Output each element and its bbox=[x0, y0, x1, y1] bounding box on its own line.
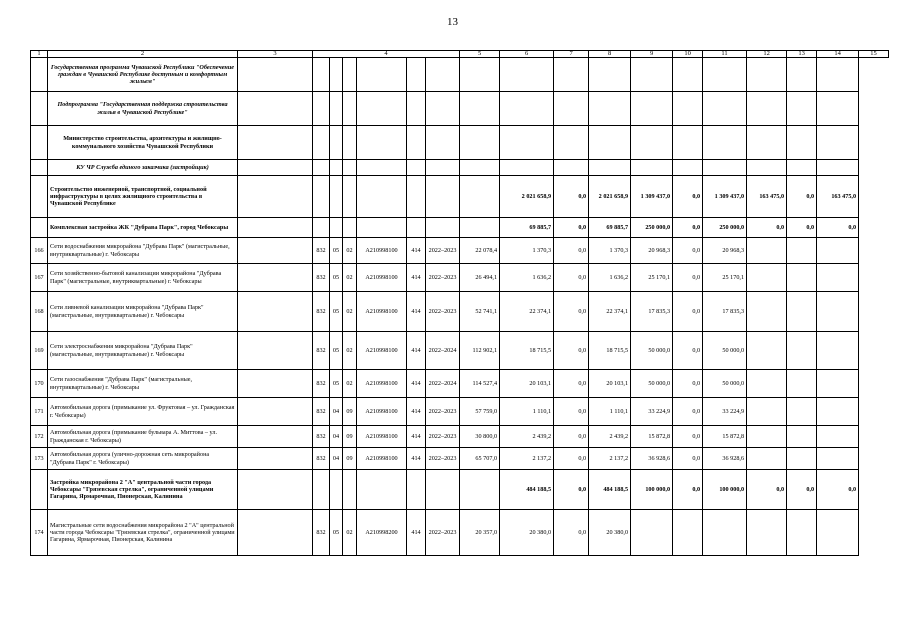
cell: A210998100 bbox=[357, 292, 407, 332]
cell: A210998100 bbox=[357, 238, 407, 264]
row-number: 173 bbox=[31, 448, 48, 470]
cell: 25 170,1 bbox=[703, 264, 747, 292]
cell: 0,0 bbox=[817, 470, 859, 510]
section-row bbox=[31, 92, 889, 126]
cell: 50 000,0 bbox=[703, 370, 747, 398]
cell: 02 bbox=[343, 292, 357, 332]
cell: 414 bbox=[407, 238, 426, 264]
cell: 0,0 bbox=[787, 176, 817, 218]
section-title: Комплексная застройка ЖК "Дубрава Парк", город Чебоксары bbox=[48, 218, 238, 238]
cell: 0,0 bbox=[747, 218, 787, 238]
table-row bbox=[31, 398, 889, 426]
cell: 04 bbox=[330, 398, 343, 426]
cell: 17 835,3 bbox=[703, 292, 747, 332]
cell: 65 707,0 bbox=[460, 448, 500, 470]
cell: 05 bbox=[330, 332, 343, 370]
cell: 0,0 bbox=[554, 398, 589, 426]
section-row bbox=[31, 58, 889, 92]
object-name: Сети газоснабжения "Дубрава Парк" (магистральные, внутриквартальные) г. Чебоксары bbox=[48, 370, 238, 398]
cell: 1 309 437,0 bbox=[631, 176, 673, 218]
cell: 100 000,0 bbox=[631, 470, 673, 510]
cell: 0,0 bbox=[554, 448, 589, 470]
cell: 2 439,2 bbox=[500, 426, 554, 448]
cell: 33 224,9 bbox=[703, 398, 747, 426]
table-row bbox=[31, 332, 889, 370]
cell: 0,0 bbox=[554, 470, 589, 510]
subprogram-title: Подпрограмма "Государственная поддержка строительства жилья в Чувашской Республике" bbox=[48, 92, 238, 126]
cell: 0,0 bbox=[673, 398, 703, 426]
object-name: Магистральные сети водоснабжения микрорайона 2 "А" центральной части города Чебоксары "Грязевская стрелка", ограниченной улицами Гагарина, Ярмарочная, Пионерская, Калинина bbox=[48, 510, 238, 556]
cell: 2022–2023 bbox=[426, 238, 460, 264]
cell: A210998100 bbox=[357, 332, 407, 370]
cell: 1 110,1 bbox=[500, 398, 554, 426]
col-header: 9 bbox=[631, 51, 673, 58]
section-row bbox=[31, 218, 889, 238]
cell: 36 928,6 bbox=[631, 448, 673, 470]
cell: 2022–2023 bbox=[426, 510, 460, 556]
col-header: 1 bbox=[31, 51, 48, 58]
cell: 112 902,1 bbox=[460, 332, 500, 370]
cell: 0,0 bbox=[554, 264, 589, 292]
cell: 250 000,0 bbox=[631, 218, 673, 238]
cell: 832 bbox=[313, 370, 330, 398]
cell: 25 170,1 bbox=[631, 264, 673, 292]
cell: 09 bbox=[343, 398, 357, 426]
cell: 02 bbox=[343, 332, 357, 370]
cell: 2022–2023 bbox=[426, 426, 460, 448]
cell: 832 bbox=[313, 448, 330, 470]
object-name: Автомобильная дорога (улично-дорожная сеть микрорайона "Дубрава Парк" г. Чебоксары) bbox=[48, 448, 238, 470]
cell: 414 bbox=[407, 398, 426, 426]
cell: 22 374,1 bbox=[500, 292, 554, 332]
cell: A210998100 bbox=[357, 264, 407, 292]
cell: 0,0 bbox=[554, 238, 589, 264]
cell: 09 bbox=[343, 426, 357, 448]
cell: 26 494,1 bbox=[460, 264, 500, 292]
cell: 04 bbox=[330, 448, 343, 470]
cell: 2022–2023 bbox=[426, 398, 460, 426]
cell: 832 bbox=[313, 398, 330, 426]
cell: 0,0 bbox=[673, 292, 703, 332]
cell: 414 bbox=[407, 264, 426, 292]
cell: 163 475,0 bbox=[817, 176, 859, 218]
cell: A210998100 bbox=[357, 370, 407, 398]
cell: 0,0 bbox=[673, 238, 703, 264]
page-number: 13 bbox=[447, 16, 458, 28]
cell: 2 439,2 bbox=[589, 426, 631, 448]
cell: 1 309 437,0 bbox=[703, 176, 747, 218]
cell: 0,0 bbox=[817, 218, 859, 238]
cell: 832 bbox=[313, 510, 330, 556]
cell: 0,0 bbox=[787, 218, 817, 238]
col-header: 15 bbox=[859, 51, 889, 58]
cell: 1 370,3 bbox=[589, 238, 631, 264]
cell: 414 bbox=[407, 510, 426, 556]
cell: 484 188,5 bbox=[589, 470, 631, 510]
cell: 18 715,5 bbox=[500, 332, 554, 370]
cell: 832 bbox=[313, 238, 330, 264]
cell: 33 224,9 bbox=[631, 398, 673, 426]
cell: 05 bbox=[330, 370, 343, 398]
cell: 1 636,2 bbox=[500, 264, 554, 292]
col-header: 11 bbox=[703, 51, 747, 58]
cell: 414 bbox=[407, 370, 426, 398]
cell: 2022–2023 bbox=[426, 292, 460, 332]
cell: 2 021 658,9 bbox=[500, 176, 554, 218]
col-header: 3 bbox=[238, 51, 313, 58]
cell: 484 188,5 bbox=[500, 470, 554, 510]
col-header: 5 bbox=[460, 51, 500, 58]
cell: 20 968,3 bbox=[703, 238, 747, 264]
cell: 20 103,1 bbox=[500, 370, 554, 398]
cell: 57 759,0 bbox=[460, 398, 500, 426]
cell: 0,0 bbox=[747, 470, 787, 510]
cell: 2 137,2 bbox=[589, 448, 631, 470]
col-header: 12 bbox=[747, 51, 787, 58]
row-number: 168 bbox=[31, 292, 48, 332]
row-number: 167 bbox=[31, 264, 48, 292]
cell: 0,0 bbox=[554, 426, 589, 448]
cell: 15 872,8 bbox=[631, 426, 673, 448]
cell: A210998100 bbox=[357, 448, 407, 470]
cell: 69 885,7 bbox=[500, 218, 554, 238]
cell: 50 000,0 bbox=[703, 332, 747, 370]
col-header: 8 bbox=[589, 51, 631, 58]
cell: 2 021 658,9 bbox=[589, 176, 631, 218]
cell: 832 bbox=[313, 264, 330, 292]
object-name: Автомобильная дорога (примыкание бульвара А. Миттова – ул. Гражданская г. Чебоксары) bbox=[48, 426, 238, 448]
cell: A210998200 bbox=[357, 510, 407, 556]
row-number: 171 bbox=[31, 398, 48, 426]
cell: 0,0 bbox=[673, 218, 703, 238]
cell: 2022–2024 bbox=[426, 332, 460, 370]
cell: 2022–2023 bbox=[426, 448, 460, 470]
cell: 1 636,2 bbox=[589, 264, 631, 292]
col-header: 10 bbox=[673, 51, 703, 58]
column-number-row bbox=[31, 51, 889, 58]
cell: 414 bbox=[407, 292, 426, 332]
cell: 0,0 bbox=[554, 218, 589, 238]
cell: 0,0 bbox=[787, 470, 817, 510]
cell: 2022–2023 bbox=[426, 264, 460, 292]
table-row bbox=[31, 426, 889, 448]
cell: 414 bbox=[407, 426, 426, 448]
cell: 52 741,1 bbox=[460, 292, 500, 332]
cell: 0,0 bbox=[673, 176, 703, 218]
cell: 36 928,6 bbox=[703, 448, 747, 470]
cell: 50 000,0 bbox=[631, 332, 673, 370]
row-number: 170 bbox=[31, 370, 48, 398]
cell: 22 078,4 bbox=[460, 238, 500, 264]
cell: 2022–2024 bbox=[426, 370, 460, 398]
cell: 09 bbox=[343, 448, 357, 470]
col-header: 7 bbox=[554, 51, 589, 58]
col-header: 13 bbox=[787, 51, 817, 58]
cell: 0,0 bbox=[673, 426, 703, 448]
table-row bbox=[31, 448, 889, 470]
cell: 414 bbox=[407, 448, 426, 470]
table-row bbox=[31, 292, 889, 332]
cell: 0,0 bbox=[554, 510, 589, 556]
cell: 163 475,0 bbox=[747, 176, 787, 218]
object-name: Сети хозяйственно-бытовой канализации микрорайона "Дубрава Парк" (магистральные, внутриквартальные) г. Чебоксары bbox=[48, 264, 238, 292]
cell: 832 bbox=[313, 426, 330, 448]
table-row bbox=[31, 238, 889, 264]
cell: 22 374,1 bbox=[589, 292, 631, 332]
section-row bbox=[31, 470, 889, 510]
cell: 20 357,0 bbox=[460, 510, 500, 556]
cell: A210998100 bbox=[357, 426, 407, 448]
object-name: Сети электроснабжения микрорайона "Дубрава Парк" (магистральные, внутриквартальные) г. Чебоксары bbox=[48, 332, 238, 370]
section-row bbox=[31, 160, 889, 176]
cell: 02 bbox=[343, 370, 357, 398]
cell: 20 968,3 bbox=[631, 238, 673, 264]
cell: 1 370,3 bbox=[500, 238, 554, 264]
cell: 832 bbox=[313, 292, 330, 332]
cell: 05 bbox=[330, 292, 343, 332]
table-row bbox=[31, 264, 889, 292]
cell: 114 527,4 bbox=[460, 370, 500, 398]
cell: 02 bbox=[343, 510, 357, 556]
object-name: Сети водоснабжения микрорайона "Дубрава Парк" (магистральные, внутриквартальные) г. Чебоксары bbox=[48, 238, 238, 264]
budget-table bbox=[30, 50, 889, 556]
customer-title: КУ ЧР Служба единого заказчика (застройщик) bbox=[48, 160, 238, 176]
cell: 0,0 bbox=[554, 176, 589, 218]
cell: 15 872,8 bbox=[703, 426, 747, 448]
table-row bbox=[31, 370, 889, 398]
cell: 0,0 bbox=[673, 332, 703, 370]
section-row bbox=[31, 176, 889, 218]
section-title: Строительство инженерной, транспортной, социальной инфраструктуры в целях жилищного строительства в Чувашской Республике bbox=[48, 176, 238, 218]
cell: 50 000,0 bbox=[631, 370, 673, 398]
cell: 0,0 bbox=[673, 448, 703, 470]
cell: 414 bbox=[407, 332, 426, 370]
cell: 69 885,7 bbox=[589, 218, 631, 238]
cell: 250 000,0 bbox=[703, 218, 747, 238]
table-row bbox=[31, 510, 889, 556]
cell: 0,0 bbox=[554, 332, 589, 370]
cell: A210998100 bbox=[357, 398, 407, 426]
cell: 100 000,0 bbox=[703, 470, 747, 510]
cell: 05 bbox=[330, 238, 343, 264]
cell: 1 110,1 bbox=[589, 398, 631, 426]
row-number: 172 bbox=[31, 426, 48, 448]
cell: 20 380,0 bbox=[500, 510, 554, 556]
cell: 05 bbox=[330, 264, 343, 292]
program-title: Государственная программа Чувашской Республики "Обеспечение граждан в Чувашской Республике доступным и комфортным жильем" bbox=[48, 58, 238, 92]
object-name: Сети ливневой канализации микрорайона "Дубрава Парк" (магистральные, внутриквартальные) г. Чебоксары bbox=[48, 292, 238, 332]
cell: 04 bbox=[330, 426, 343, 448]
object-name: Автомобильная дорога (примыкание ул. Фруктовая – ул. Гражданская г. Чебоксары) bbox=[48, 398, 238, 426]
col-header: 14 bbox=[817, 51, 859, 58]
cell: 2 137,2 bbox=[500, 448, 554, 470]
cell: 18 715,5 bbox=[589, 332, 631, 370]
cell: 17 835,3 bbox=[631, 292, 673, 332]
cell: 30 800,0 bbox=[460, 426, 500, 448]
col-header: 6 bbox=[500, 51, 554, 58]
cell: 0,0 bbox=[673, 264, 703, 292]
row-number: 169 bbox=[31, 332, 48, 370]
row-number: 174 bbox=[31, 510, 48, 556]
cell: 20 380,0 bbox=[589, 510, 631, 556]
section-row bbox=[31, 126, 889, 160]
cell: 0,0 bbox=[673, 370, 703, 398]
section-title: Застройка микрорайона 2 "А" центральной части города Чебоксары "Грязевская стрелка", ограниченной улицами Гагарина, Ярмарочная, Пионерская, Калинина bbox=[48, 470, 238, 510]
cell: 832 bbox=[313, 332, 330, 370]
cell: 0,0 bbox=[554, 370, 589, 398]
cell: 0,0 bbox=[554, 292, 589, 332]
cell: 02 bbox=[343, 264, 357, 292]
col-header: 2 bbox=[48, 51, 238, 58]
ministry-title: Министерство строительства, архитектуры и жилищно-коммунального хозяйства Чувашской Республики bbox=[48, 126, 238, 160]
cell: 20 103,1 bbox=[589, 370, 631, 398]
cell: 0,0 bbox=[673, 470, 703, 510]
cell: 05 bbox=[330, 510, 343, 556]
col-header: 4 bbox=[313, 51, 460, 58]
row-number: 166 bbox=[31, 238, 48, 264]
cell: 02 bbox=[343, 238, 357, 264]
